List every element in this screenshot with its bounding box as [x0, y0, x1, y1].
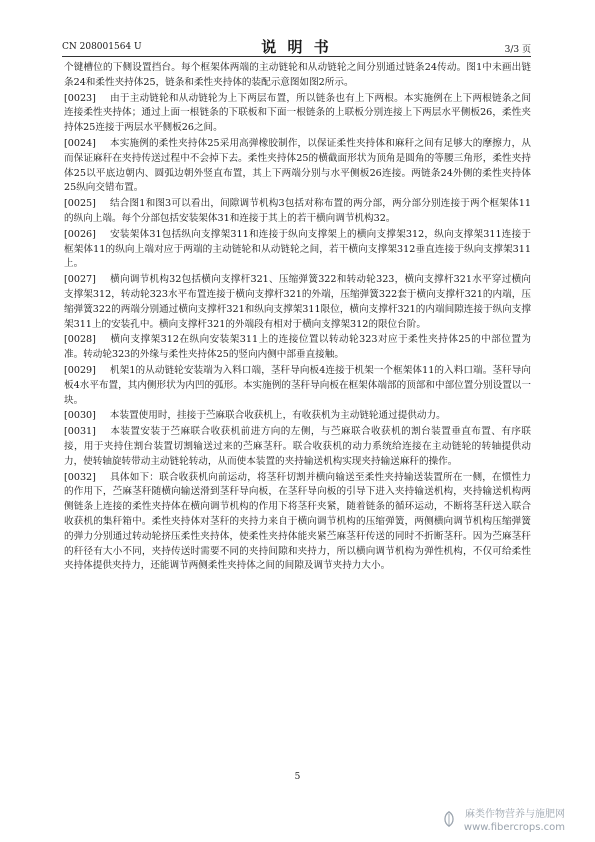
paragraph-number: [0025]: [64, 198, 96, 210]
paragraph-number: [0027]: [64, 274, 96, 286]
paragraph-0026: [64, 228, 531, 272]
paragraph-text: 安装架体31包括纵向支撑架311和连接于纵向支撑架上的横向支撑架312，纵向支撑架311连接于框架体11的纵向上端对应于两端的主动链轮和从动链轮之间，若干横向支撑架312垂直连接于纵向支撑架311上。: [64, 228, 531, 270]
paragraph-0023: [64, 92, 531, 136]
paragraph-text: 具体如下：联合收获机向前运动，将茎秆切割并横向输送至柔性夹持输送装置所在一侧，在惯性力的作用下，苎麻茎秆随横向输送滑到茎秆导向板，在茎秆导向板的引导下进入夹持输送机构，夹持输送机构两侧链条上连接的柔性夹持体在横向调节机构的作用下将茎秆夹紧，随着链条的循环运动，不断将茎秆送入联合收获机的集秆箱中。柔性夹持体对茎秆的夹持力来自于横向调节机构的压缩弹簧，两侧横向调节机构压缩弹簧的弹力分别通过转动轮挤压柔性夹持体，使柔性夹持体能夹紧苎麻茎秆传送的同时不折断茎秆。因为苎麻茎秆的秆径有大小不同，夹持传送时需要不同的夹持间隙和夹持力，所以横向调节机构为弹性机构，不仅可给柔性夹持体提供夹持力，还能调节两侧柔性夹持体之间的间隙及调节夹持力大小。: [64, 471, 531, 572]
paragraph-0029: [64, 364, 531, 408]
paragraph-number: [0029]: [64, 364, 96, 376]
paragraph-number: [0031]: [64, 426, 96, 438]
paragraph-0028: [64, 333, 531, 363]
paragraph-number: [0026]: [64, 228, 96, 240]
paragraph-text: 本实施例的柔性夹持体25采用高弹橡胶制作，以保证柔性夹持体和麻秆之间有足够大的摩擦力，从而保证麻秆在夹持传送过程中不会掉下去。柔性夹持体25的横截面形状为顶角是圆角的等腰三角形，柔性夹持体25以平底边朝内、圆弧边朝外竖直布置，其上下两端分别与水平侧板26连接。两链条24外侧的柔性夹持体25纵向交错布置。: [64, 137, 531, 194]
paragraph-text: 横向支撑架312在纵向安装架311上的连接位置以转动轮323对应于柔性夹持体25的中部位置为准。转动轮323的外缘与柔性夹持体25的竖向内侧中部垂直接触。: [64, 334, 531, 361]
paragraph-0024: [64, 137, 531, 196]
paragraph-continued: [64, 61, 531, 91]
paragraph-text: 本装置安装于苎麻联合收获机前进方向的左侧，与苎麻联合收获机的割台装置垂直布置、有序联接，用于夹持住割台装置切割输送过来的苎麻茎秆。联合收获机的动力系统给连接在主动链轮的转轴提供动力，使转轴旋转带动主动链轮转动，从而使本装置的夹持输送机构实现夹持输送麻秆的操作。: [64, 426, 531, 467]
paragraph-text: 横向调节机构32包括横向支撑杆321、压缩弹簧322和转动轮323，横向支撑杆321水平穿过横向支撑架312，转动轮323水平布置连接于横向支撑杆321的外端，压缩弹簧322套于横向支撑杆321的内端，压缩弹簧322的两端分别通过横向支撑杆321和纵向支撑架311限位，横向支撑杆321的内端间隙连接于纵向支撑架311上的安装孔中。横向支撑杆321的外端段有相对于横向支撑架312的限位台阶。: [64, 274, 531, 330]
page-number: 5: [294, 772, 301, 782]
paragraph-0031: [64, 425, 531, 469]
paragraph-0025: [64, 197, 531, 227]
site-watermark: [464, 808, 565, 834]
paragraph-text: 个键槽位的下侧设置挡台。每个框架体两端的主动链轮和从动链轮之间分别通过链条24传动。图1中未画出链条24和柔性夹持体25，链条和柔性夹持体的装配示意图如图2所示。: [64, 62, 531, 88]
paragraph-number: [0032]: [64, 471, 96, 483]
document-title: 说 明 书: [261, 38, 332, 56]
paragraph-text: 本装置使用时，挂接于苎麻联合收获机上，有收获机为主动链轮通过提供动力。: [109, 410, 446, 422]
paragraph-number: [0030]: [64, 410, 96, 422]
watermark-site-name: 麻类作物营养与施肥网: [465, 809, 565, 820]
page-indicator: 3/3 页: [504, 45, 531, 55]
watermark-url: www.fibercrops.com: [463, 822, 565, 833]
document-body: [64, 61, 531, 575]
paragraph-text: 由于主动链轮和从动链轮为上下两层布置，所以链条也有上下两根。本实施例在上下两根链条之间连接柔性夹持体；通过上面一根链条的下联板和下面一根链条的上联板分别连接上下两层水平侧板26，柔性夹持体25连接于两层水平侧板26之间。: [64, 92, 531, 134]
patent-number: CN 208001564 U: [62, 42, 142, 52]
paragraph-number: [0028]: [64, 334, 96, 346]
paragraph-0032: [64, 471, 531, 575]
paragraph-0030: [64, 409, 531, 424]
page-header: [62, 36, 531, 57]
paragraph-0027: [64, 273, 531, 332]
paragraph-text: 机架1的从动链轮安装端为入料口端，茎秆导向板4连接于机架一个框架体11的入料口端。茎秆导向板4水平布置，其内侧形状为内凹的弧形。本实施例的茎秆导向板在框架体端部的顶部和中部位置分别设置以一块。: [64, 364, 531, 406]
paragraph-number: [0024]: [64, 137, 96, 149]
paragraph-number: [0023]: [64, 92, 96, 104]
leaf-logo-icon: [440, 810, 458, 828]
paragraph-text: 结合图1和图3可以看出，间隙调节机构3包括对称布置的两分部，两分部分别连接于两个框架体11的纵向上端。每个分部包括安装架体31和连接于其上的若干横向调节机构32。: [64, 198, 531, 224]
